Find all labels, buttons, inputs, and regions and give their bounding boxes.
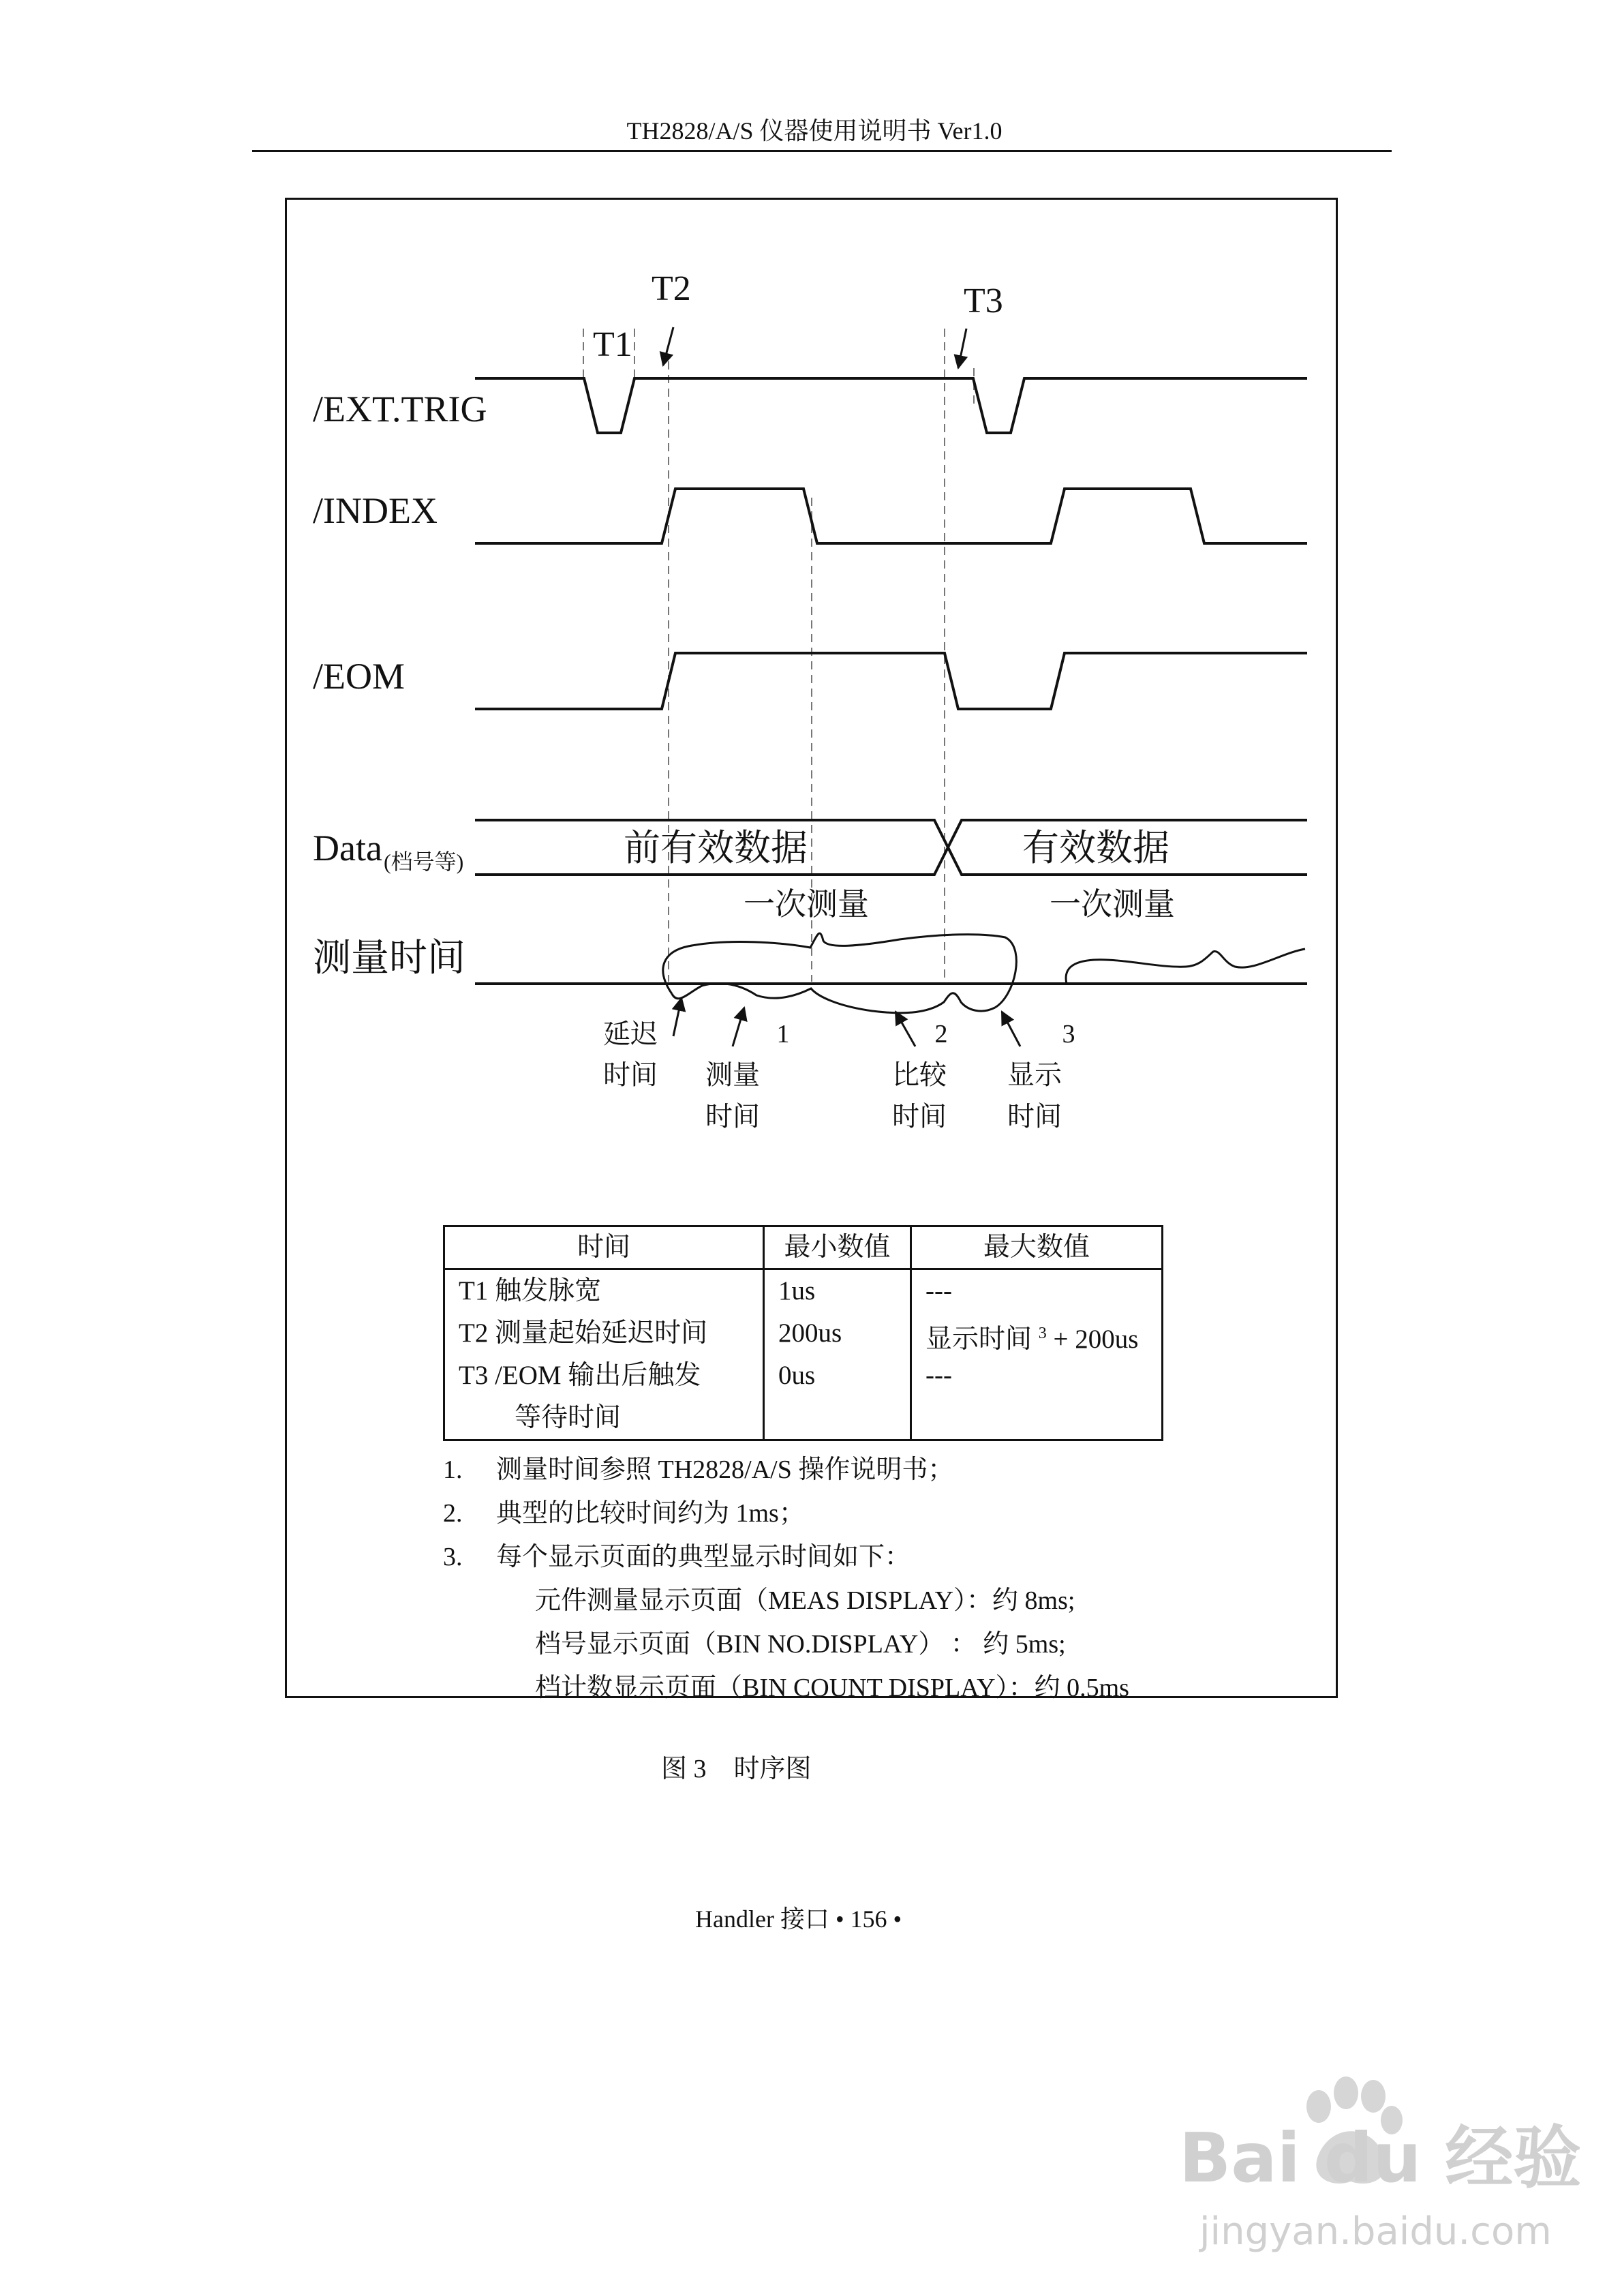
display-time-line1: 显示 — [1007, 1059, 1062, 1090]
delay-time-line2: 时间 — [603, 1059, 658, 1090]
data-bus-waveform — [475, 820, 1307, 875]
measure-curves — [663, 933, 1305, 1013]
t2-max-text: 显示时间 — [925, 1325, 1032, 1354]
t3-desc-cont: 等待时间 — [515, 1403, 622, 1432]
column-header-time: 时间 — [444, 1226, 764, 1269]
t2-desc: T2 测量起始延迟时间 — [459, 1318, 708, 1348]
t2-max-suffix: + 200us — [1046, 1325, 1139, 1354]
phase-number-2: 2 — [934, 1020, 948, 1048]
t3-label: T3 — [964, 282, 1003, 320]
data-previous-valid: 前有效数据 — [624, 828, 808, 868]
compare-arrow — [896, 1012, 915, 1046]
table-row — [444, 1269, 1163, 1440]
measure-time-label: 测量时间 — [313, 937, 465, 980]
delay-time-line1: 延迟 — [603, 1018, 658, 1049]
timing-table — [443, 1225, 1163, 1441]
page-header: TH2828/A/S 仪器使用说明书 Ver1.0 — [626, 117, 1003, 145]
t1-max: --- — [925, 1276, 952, 1305]
column-header-max: 最大数值 — [911, 1226, 1163, 1269]
time-cell — [444, 1269, 764, 1440]
t2-label: T2 — [652, 269, 691, 308]
note-3: 3. 每个显示页面的典型显示时间如下： — [443, 1543, 911, 1571]
t2-max — [925, 1312, 1148, 1355]
one-measurement-label-1: 一次测量 — [744, 887, 869, 922]
watermark-brand: Bai du 经验 — [1179, 2118, 1582, 2198]
figure-label: 图 3 — [661, 1755, 707, 1783]
t2-max-footnote: 3 — [1038, 1325, 1047, 1342]
page-footer — [695, 1900, 902, 1935]
one-measurement-label-2: 一次测量 — [1050, 887, 1175, 922]
measure-time-line2: 时间 — [705, 1101, 760, 1132]
table-header-row — [444, 1226, 1163, 1269]
index-label: /INDEX — [313, 490, 438, 531]
t3-desc: T3 /EOM 输出后触发 — [459, 1361, 701, 1390]
page-number: • 156 • — [835, 1905, 902, 1933]
index-waveform — [475, 489, 1307, 543]
figure-title: 时序图 — [733, 1755, 812, 1783]
note-2: 2. 典型的比较时间约为 1ms； — [443, 1499, 805, 1528]
footnotes — [443, 1448, 1329, 1710]
display-time-line2: 时间 — [1007, 1101, 1062, 1132]
display-arrow — [1002, 1012, 1020, 1046]
delay-arrow — [673, 998, 682, 1036]
watermark-url: jingyan.baidu.com — [1199, 2209, 1552, 2254]
data-label: Data — [313, 828, 382, 868]
data-sub-label: (档号等) — [384, 849, 464, 874]
compare-time-line2: 时间 — [892, 1101, 947, 1132]
reference-dashes — [583, 329, 974, 982]
t3-min: 0us — [778, 1361, 816, 1390]
figure-caption — [661, 1747, 812, 1785]
column-header-min: 最小数值 — [764, 1226, 911, 1269]
phase-number-1: 1 — [776, 1020, 790, 1048]
display-time-meas: 元件测量显示页面（MEAS DISPLAY）：约 8ms; — [535, 1586, 1075, 1615]
display-time-bin-no: 档号显示页面（BIN NO.DISPLAY） ： 约 5ms; — [535, 1630, 1066, 1659]
t3-max: --- — [925, 1361, 952, 1390]
measure-time-line1: 测量 — [705, 1059, 760, 1090]
phase-number-3: 3 — [1062, 1020, 1075, 1048]
t1-min: 1us — [778, 1276, 816, 1305]
t2-arrow — [663, 327, 673, 365]
note-1: 1. 测量时间参照 TH2828/A/S 操作说明书； — [443, 1455, 954, 1484]
t1-desc: T1 触发脉宽 — [459, 1276, 602, 1305]
eom-label: /EOM — [313, 656, 405, 697]
ext-trig-waveform — [475, 378, 1307, 433]
data-valid: 有效数据 — [1022, 828, 1169, 868]
eom-waveform — [475, 653, 1307, 709]
display-time-bin-count: 档计数显示页面（BIN COUNT DISPLAY）：约 0.5ms — [535, 1674, 1129, 1702]
min-cell — [764, 1269, 911, 1440]
t1-label: T1 — [593, 325, 632, 364]
compare-time-line1: 比较 — [892, 1059, 947, 1090]
baidu-watermark — [1172, 2059, 1582, 2263]
measure-arrow — [733, 1008, 744, 1046]
t3-arrow — [958, 329, 966, 368]
footer-section: Handler 接口 — [695, 1905, 829, 1933]
t2-min: 200us — [778, 1318, 842, 1348]
ext-trig-label: /EXT.TRIG — [313, 389, 487, 429]
max-cell — [911, 1269, 1163, 1440]
